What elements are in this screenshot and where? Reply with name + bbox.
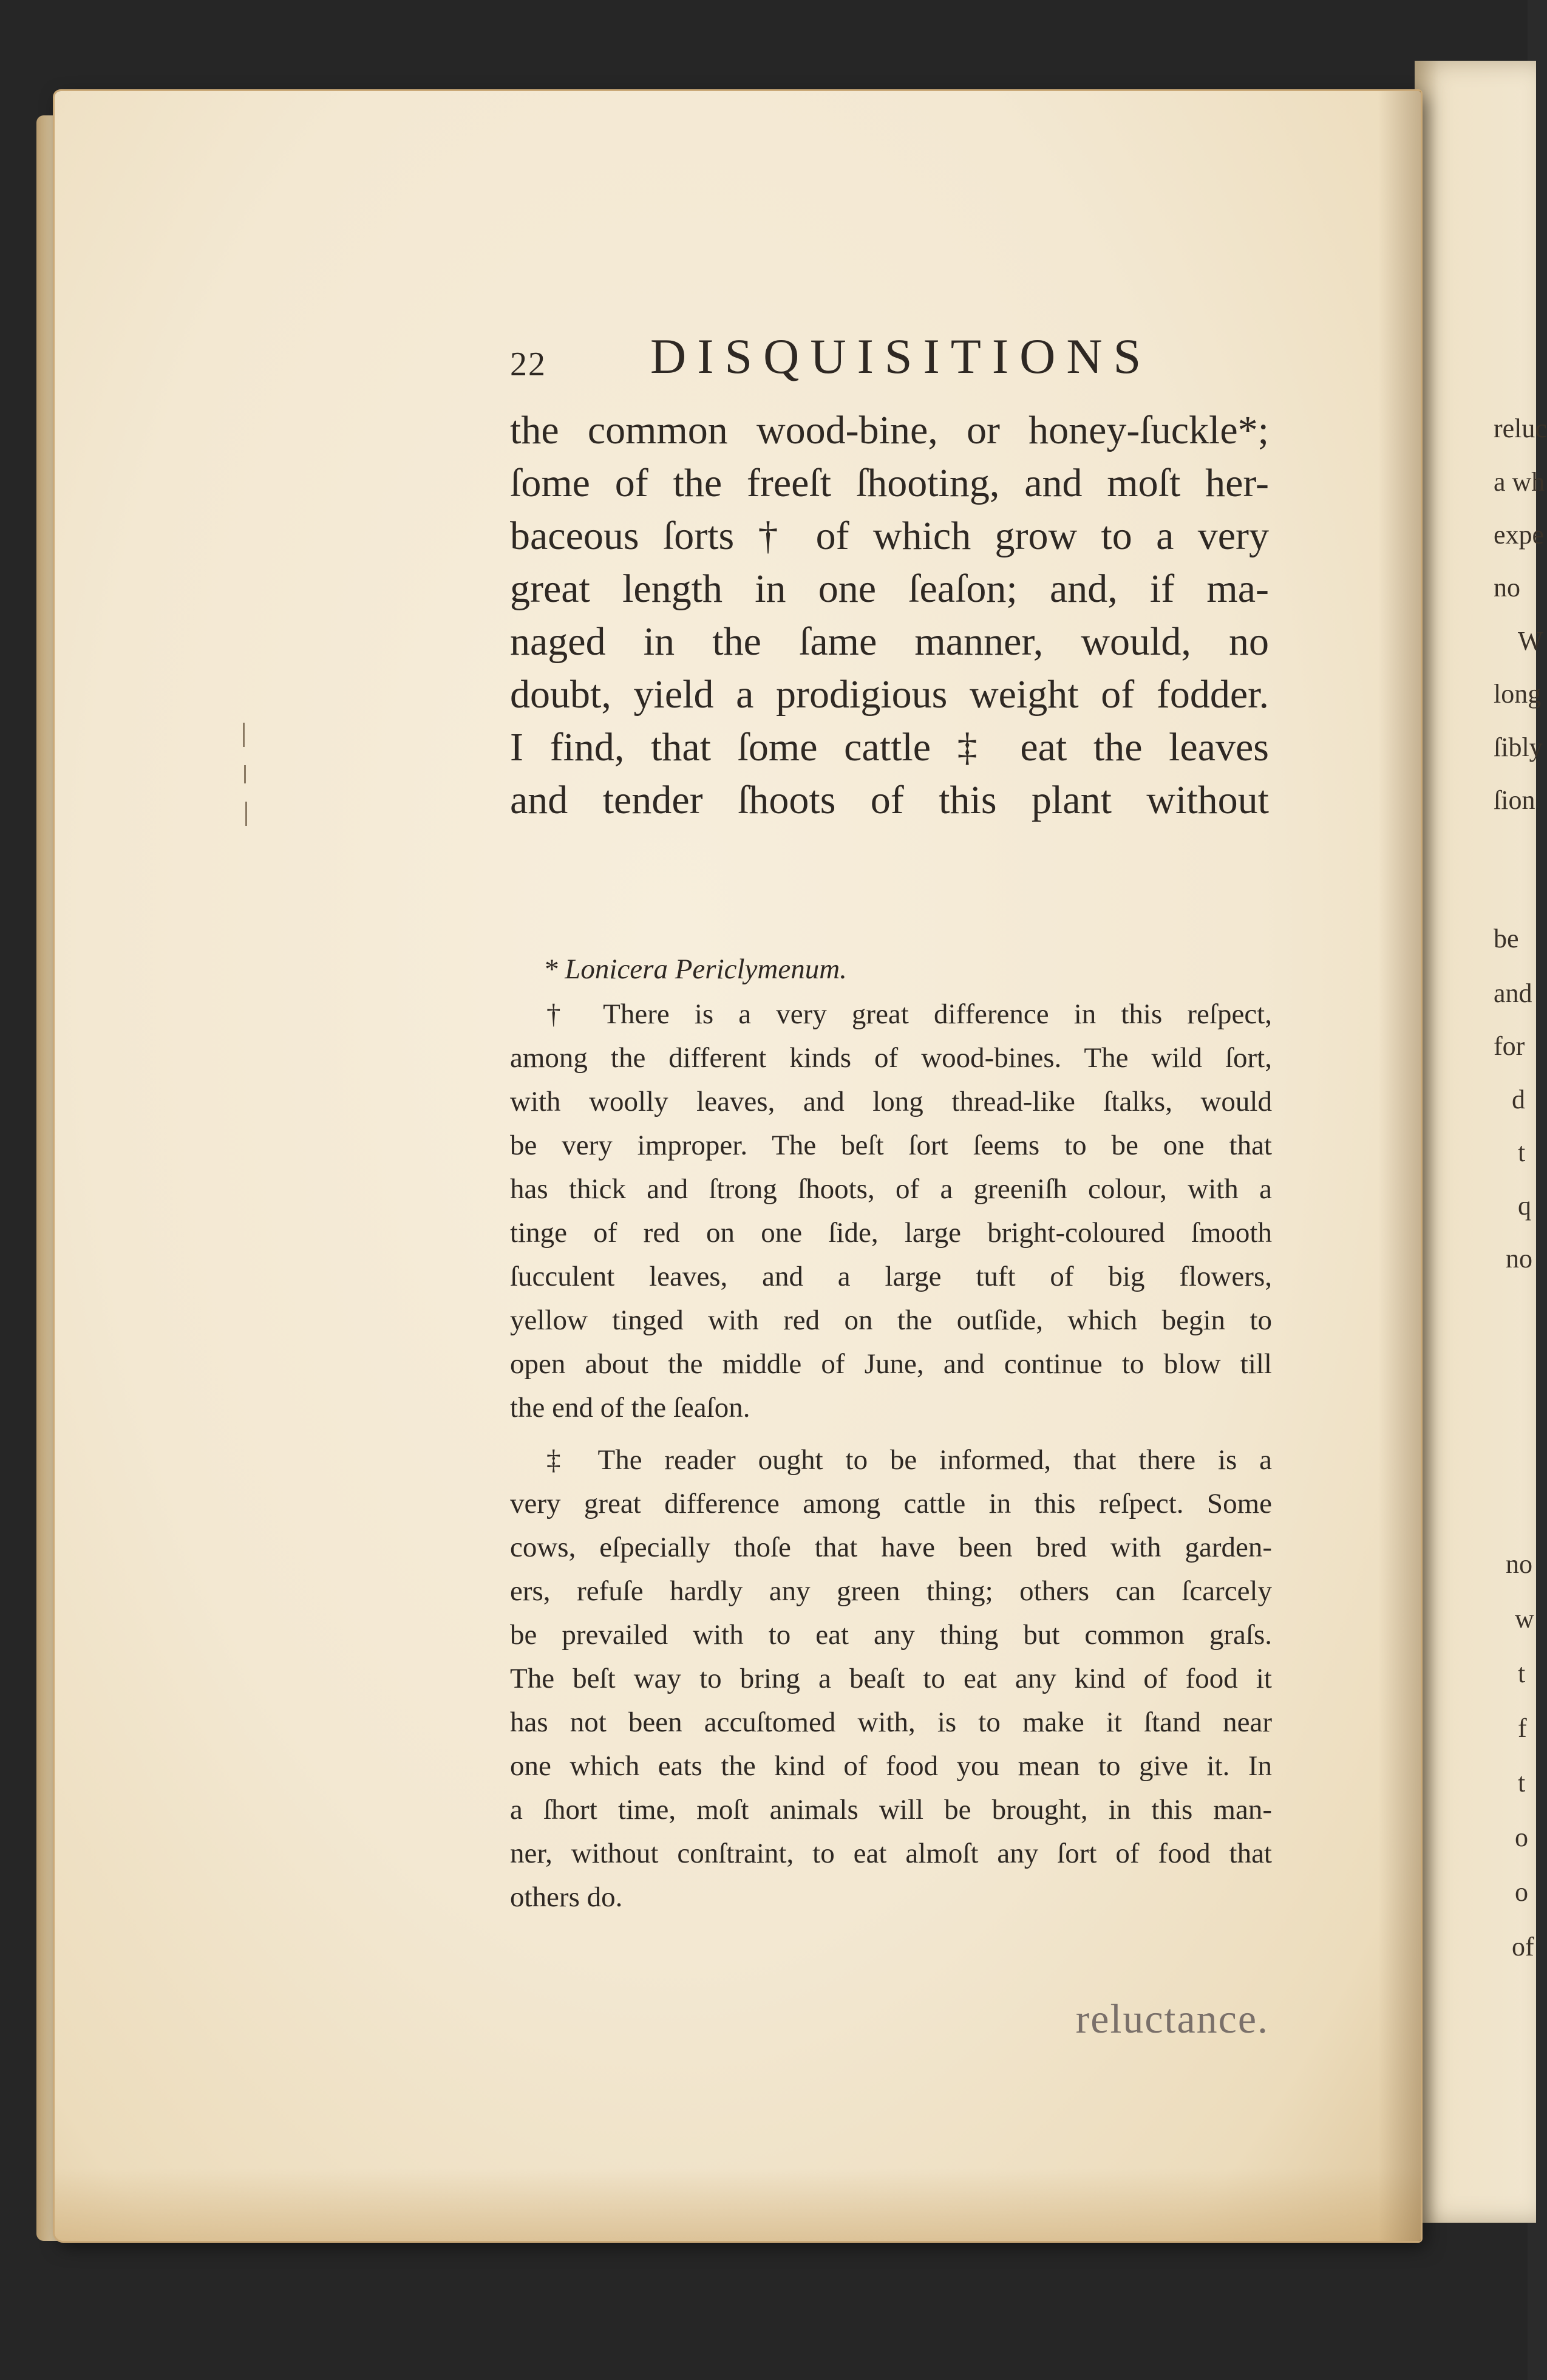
facing-page-fragment: W	[1518, 626, 1543, 656]
body-line: I find, that ſome cattle ‡ eat the leaves	[510, 725, 1269, 769]
facing-page-fragment: no	[1494, 573, 1520, 602]
page-number: 22	[510, 346, 546, 383]
margin-mark	[244, 765, 246, 783]
facing-page-fragment: no	[1506, 1244, 1532, 1274]
running-header	[452, 328, 1272, 401]
body-line: baceous ſorts † of which grow to a very	[510, 514, 1269, 558]
facing-page-fragment: o	[1515, 1877, 1528, 1907]
footnotes	[510, 947, 1272, 1919]
book-page	[55, 91, 1421, 2241]
footnote-lonicera: * Lonicera Periclymenum.	[543, 953, 847, 985]
facing-page-fragment: be	[1494, 924, 1519, 953]
footnote-double-dagger-line: has not been accuſtomed with, is to make it ſtand near	[510, 1707, 1272, 1738]
facing-page-fragment: a wh	[1494, 467, 1545, 497]
facing-page-fragment: t	[1518, 1137, 1526, 1167]
catchword: reluctance.	[1075, 1996, 1269, 2042]
facing-page-fragment: long	[1494, 679, 1542, 709]
footnote-double-dagger-line: a ſhort time, moſt animals will be brought, in this man-	[510, 1794, 1272, 1826]
facing-page-fragment: no	[1506, 1549, 1532, 1579]
facing-page-fragment: f	[1518, 1713, 1527, 1743]
footnote-dagger-line: yellow tinged with red on the outſide, which begin to	[510, 1304, 1272, 1336]
footnote-double-dagger-line: ers, refuſe hardly any green thing; others can ſcarcely	[510, 1575, 1272, 1607]
facing-page-fragment: and	[1494, 978, 1532, 1008]
footnote-double-dagger-line: very great difference among cattle in this reſpect. Some	[510, 1488, 1272, 1519]
facing-page-fragment: ſibly	[1494, 732, 1543, 762]
margin-mark	[245, 802, 247, 826]
facing-page-fragment: t	[1518, 1768, 1526, 1798]
footnote-dagger-line: the end of the ſeaſon.	[510, 1392, 750, 1424]
footnote-dagger-line: with woolly leaves, and long thread-like ſtalks, would	[510, 1086, 1272, 1117]
footnote-double-dagger-line: others do.	[510, 1881, 623, 1913]
body-text	[510, 404, 1269, 827]
body-line: the common wood-bine, or honey-ſuckle*;	[510, 408, 1269, 452]
footnote-double-dagger-line: ner, without conſtraint, to eat almoſt any ſort of food that	[510, 1838, 1272, 1869]
footnote-double-dagger-line: be prevailed with to eat any thing but common graſs.	[510, 1619, 1272, 1651]
footnote-dagger-line: among the different kinds of wood-bines. The wild ſort,	[510, 1042, 1272, 1074]
footnote-dagger-line: open about the middle of June, and continue to blow till	[510, 1348, 1272, 1380]
body-line: and tender ſhoots of this plant without	[510, 778, 1269, 822]
body-line: naged in the ſame manner, would, no	[510, 619, 1269, 664]
footnote-double-dagger-line: one which eats the kind of food you mean to give it. In	[510, 1750, 1272, 1782]
body-line: doubt, yield a prodigious weight of fodder.	[510, 672, 1269, 717]
body-line: ſome of the freeſt ſhooting, and moſt her-	[510, 461, 1269, 505]
page-gutter-shadow	[1378, 91, 1421, 2241]
facing-page-fragment: reluc	[1494, 414, 1547, 443]
footnote-gap	[510, 1430, 1272, 1438]
footnote-dagger-line: be very improper. The beſt ſort ſeems to be one that	[510, 1130, 1272, 1161]
facing-page-fragment: d	[1512, 1085, 1525, 1114]
facing-page-fragment: ſion	[1494, 785, 1535, 815]
footnote-dagger-line: tinge of red on one ſide, large bright-coloured ſmooth	[510, 1217, 1272, 1249]
footnote-double-dagger-line: The beſt way to bring a beaſt to eat any kind of food it	[510, 1663, 1272, 1694]
footnote-dagger-line: has thick and ſtrong ſhoots, of a greeniſh colour, with a	[510, 1173, 1272, 1205]
footnote-double-dagger-line: ‡ The reader ought to be informed, that there is a	[546, 1444, 1272, 1476]
facing-page-fragment: expe	[1494, 520, 1545, 550]
footnote-dagger-line: ſucculent leaves, and a large tuft of big flowers,	[510, 1261, 1272, 1292]
facing-page-fragment: w	[1515, 1604, 1534, 1634]
footnote-double-dagger-line: cows, eſpecially thoſe that have been bred with garden-	[510, 1532, 1272, 1563]
facing-page-fragment: for	[1494, 1031, 1525, 1061]
facing-page	[1415, 61, 1547, 2223]
running-title: DISQUISITIONS	[650, 329, 1152, 384]
facing-page-fragment: of	[1512, 1932, 1534, 1962]
body-line: great length in one ſeaſon; and, if ma-	[510, 567, 1269, 611]
facing-page-fragment: o	[1515, 1823, 1528, 1852]
facing-page-fragment: q	[1518, 1191, 1531, 1221]
facing-page-fragment: t	[1518, 1659, 1526, 1688]
margin-mark	[243, 723, 245, 747]
footnote-dagger-line: † There is a very great difference in this reſpect,	[546, 998, 1272, 1030]
page-stain	[55, 2168, 1421, 2241]
